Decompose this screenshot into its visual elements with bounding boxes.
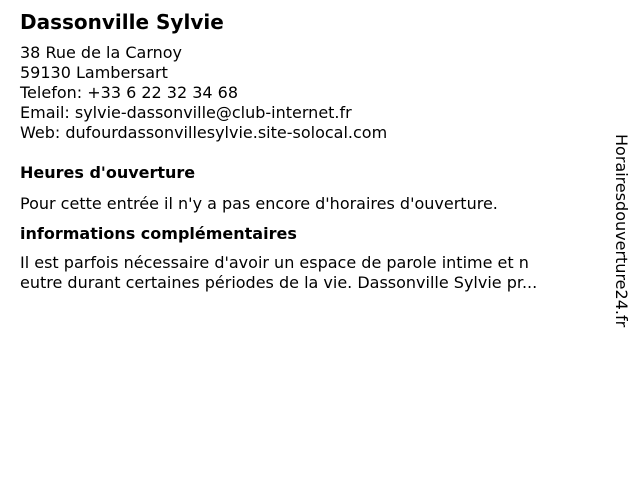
opening-hours-text: Pour cette entrée il n'y a pas encore d'horaires d'ouverture. <box>20 194 498 213</box>
website-address: Web: dufourdassonvillesylvie.site-solocal.com <box>20 123 388 142</box>
additional-info-heading: informations complémentaires <box>20 224 297 243</box>
phone-number: Telefon: +33 6 22 32 34 68 <box>20 83 239 102</box>
additional-info-line-1: Il est parfois nécessaire d'avoir un espace de parole intime et n <box>20 253 529 272</box>
additional-info-line-2: eutre durant certaines périodes de la vie. Dassonville Sylvie pr... <box>20 273 538 292</box>
side-brand-text: Horairesdouverture24.fr <box>612 134 631 328</box>
side-brand <box>612 134 630 374</box>
business-card <box>20 8 590 293</box>
street-address: 38 Rue de la Carnoy <box>20 43 183 62</box>
opening-hours-heading: Heures d'ouverture <box>20 163 196 182</box>
city-address: 59130 Lambersart <box>20 63 168 82</box>
email-address: Email: sylvie-dassonville@club-internet.fr <box>20 103 352 122</box>
business-title: Dassonville Sylvie <box>20 10 224 34</box>
